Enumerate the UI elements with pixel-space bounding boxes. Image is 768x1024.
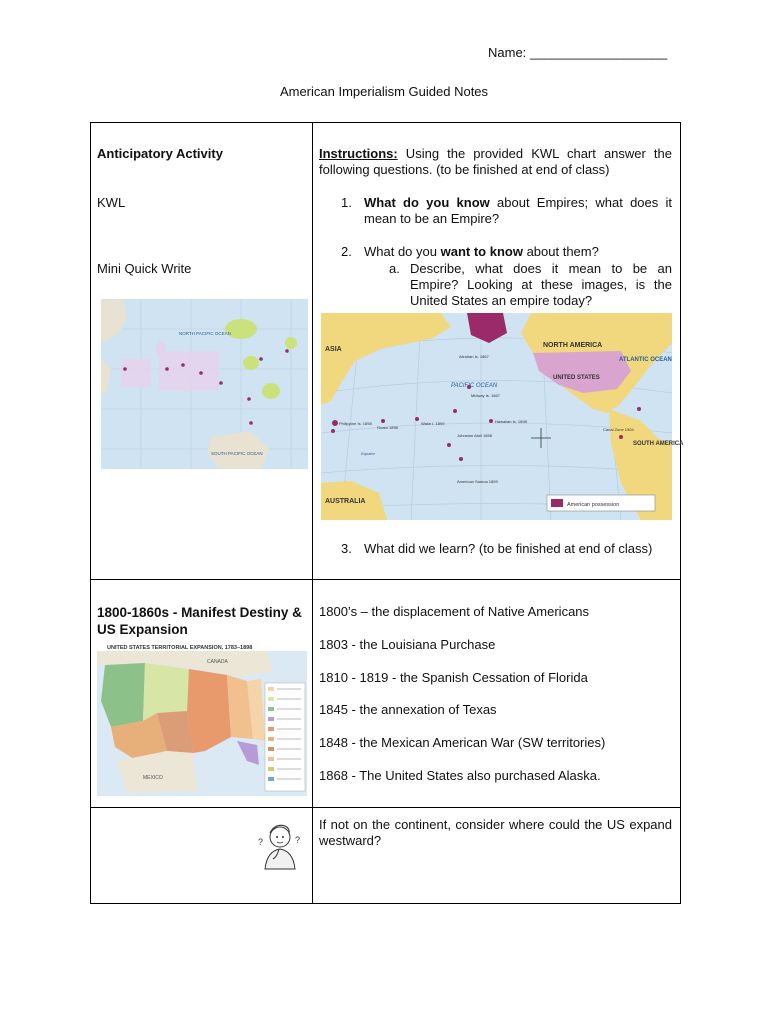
question-2-rest: about them? <box>522 244 599 259</box>
instructions-text <box>319 146 672 178</box>
equator-label: Equator <box>361 451 376 456</box>
instructions-label: Instructions: <box>319 146 398 161</box>
north-pacific-label: NORTH PACIFIC OCEAN <box>179 331 231 336</box>
svg-text:?: ? <box>258 837 264 847</box>
mexico-label: MEXICO <box>143 775 163 781</box>
aleutian-label: Aleutian Is. 1867 <box>459 354 489 359</box>
canal-label: Canal Zone 1904 <box>603 427 634 432</box>
kwl-label: KWL <box>97 195 126 210</box>
list-item: 1810 - 1819 - the Spanish Cessation of Florida <box>319 670 588 685</box>
page-title: American Imperialism Guided Notes <box>279 84 489 99</box>
question-2-number: 2. <box>341 244 352 259</box>
atlantic-label: ATLANTIC OCEAN <box>619 357 672 363</box>
question-3: What did we learn? (to be finished at end of class) <box>364 541 653 556</box>
hawaii-label: Hawaiian Is. 1898 <box>495 419 527 424</box>
anticipatory-heading: Anticipatory Activity <box>97 146 223 161</box>
manifest-destiny-heading: 1800-1860s - Manifest Destiny & US Expansion <box>97 605 302 637</box>
expand-westward-cell <box>313 808 681 904</box>
anticipatory-cell <box>91 123 313 580</box>
question-2 <box>364 244 672 260</box>
table-row <box>91 580 681 808</box>
expansion-timeline <box>313 580 680 807</box>
samoa-label: American Samoa 1899 <box>457 479 498 484</box>
question-2-pre: What do you <box>364 244 441 259</box>
south-america-label: SOUTH AMERICA <box>633 441 684 447</box>
expansion-map-title: UNITED STATES TERRITORIAL EXPANSION, 1783–1898 <box>107 645 253 651</box>
list-item: 1803 - the Louisiana Purchase <box>319 637 496 652</box>
table-row <box>91 808 681 904</box>
list-item: 1800’s – the displacement of Native Americans <box>319 604 590 619</box>
question-2a-letter: a. <box>389 261 400 276</box>
canada-label: CANADA <box>207 659 228 665</box>
thinking-person-icon <box>255 817 305 869</box>
expansion-timeline-cell <box>313 580 681 808</box>
list-item: 1848 - the Mexican American War (SW territories) <box>319 735 606 750</box>
pacific-islands-map <box>101 299 308 469</box>
manifest-destiny-cell <box>91 580 313 808</box>
territorial-expansion-map <box>97 641 307 796</box>
wake-label: Wake I. 1899 <box>421 421 445 426</box>
question-1-number: 1. <box>341 195 352 210</box>
expand-westward-prompt: If not on the continent, consider where could the US expand westward? <box>319 817 672 848</box>
south-pacific-label: SOUTH PACIFIC OCEAN <box>211 451 263 456</box>
question-1-rest: about Empires; what does it mean to be an Empire? <box>364 195 673 226</box>
notes-table <box>90 122 684 904</box>
united-states-label: UNITED STATES <box>553 375 600 381</box>
list-item: 1868 - The United States also purchased Alaska. <box>319 768 601 783</box>
question-3-number: 3. <box>341 541 352 556</box>
asia-label: ASIA <box>325 346 342 353</box>
philippine-label: Philippine Is. 1898 <box>339 421 372 426</box>
question-2-bold: want to know <box>440 244 523 259</box>
mini-quick-write-label: Mini Quick Write <box>97 261 192 276</box>
table-row <box>91 123 681 580</box>
johnston-label: Johnston Atoll 1858 <box>457 433 492 438</box>
list-item: 1845 - the annexation of Texas <box>319 702 497 717</box>
australia-label: AUSTRALIA <box>325 498 366 505</box>
instructions-cell <box>313 123 684 580</box>
svg-text:?: ? <box>295 835 301 845</box>
name-field-label: Name: ___________________ <box>488 45 668 60</box>
legend-label: American possession <box>567 502 620 508</box>
instructions-body: Using the provided KWL chart answer the following questions. (to be finished at end of class) <box>319 146 672 177</box>
question-2a: Describe, what does it mean to be an Empire? Looking at these images, is the United States an empire today? <box>410 261 672 308</box>
north-america-label: NORTH AMERICA <box>543 342 603 349</box>
midway-label: Midway Is. 1867 <box>471 393 500 398</box>
us-possessions-map <box>321 313 684 520</box>
pacific-label: PACIFIC OCEAN <box>451 383 498 389</box>
question-1-bold: What do you know <box>364 195 490 210</box>
question-1 <box>364 195 672 227</box>
thinking-cell <box>91 808 313 904</box>
guam-label: Guam 1898 <box>377 425 398 430</box>
